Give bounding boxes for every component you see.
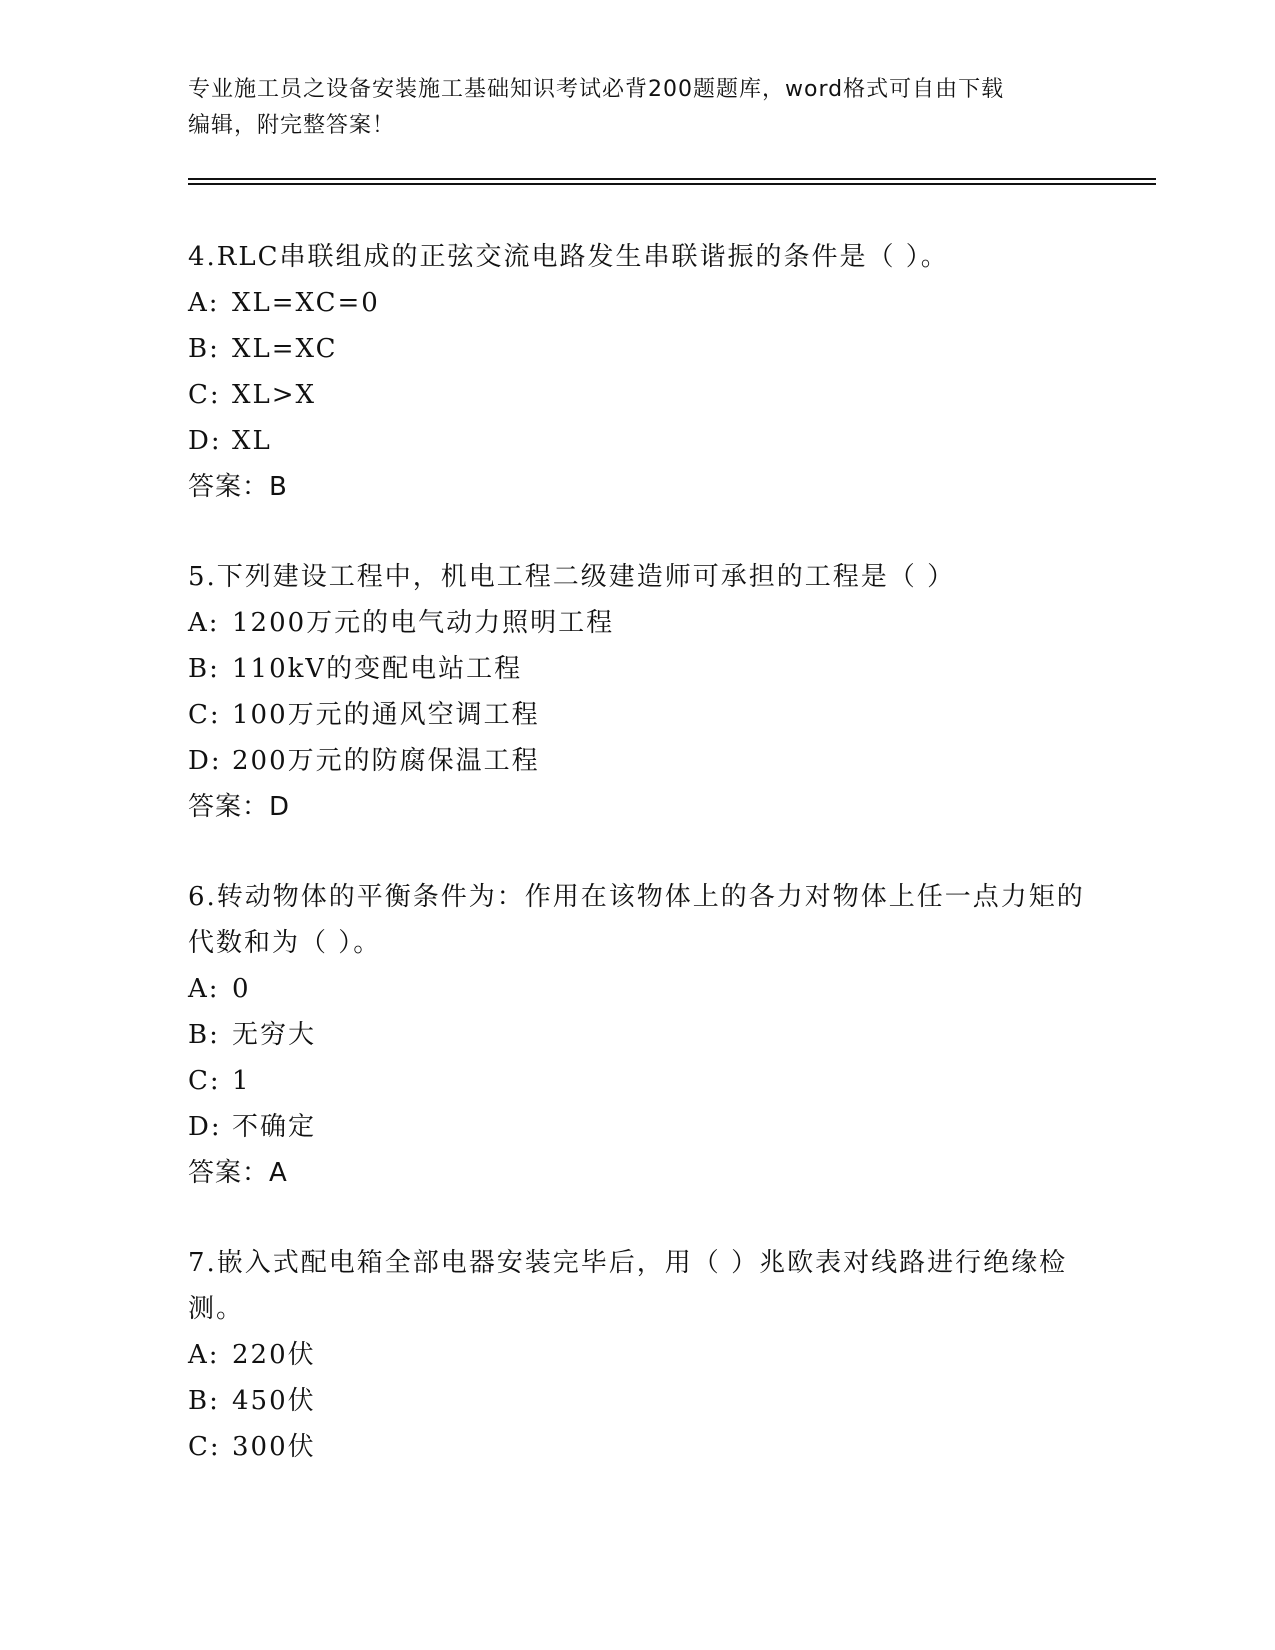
document-header xyxy=(188,72,1068,144)
option-letter: D: xyxy=(188,1112,222,1142)
question-stem: 7.嵌入式配电箱全部电器安装完毕后，用（ ）兆欧表对线路进行绝缘检测。 xyxy=(188,1248,1068,1324)
option-letter: B: xyxy=(188,1386,220,1416)
option-letter: C: xyxy=(188,380,221,410)
option-text: 200万元的防腐保温工程 xyxy=(232,746,540,776)
question-7 xyxy=(188,1240,1088,1470)
header-line-2: 编辑，附完整答案！ xyxy=(188,113,396,138)
option-a xyxy=(188,966,1088,1012)
option-text: XL=XC xyxy=(232,334,338,364)
header-divider-bottom xyxy=(188,183,1156,185)
option-text: 无穷大 xyxy=(232,1020,317,1050)
question-stem: 4.RLC串联组成的正弦交流电路发生串联谐振的条件是（ ）。 xyxy=(188,242,949,272)
option-text: XL=XC=0 xyxy=(232,288,380,318)
option-letter: A: xyxy=(188,1340,220,1370)
option-letter: C: xyxy=(188,1432,221,1462)
option-text: 1 xyxy=(232,1066,251,1096)
question-5 xyxy=(188,554,1088,830)
option-text: 300伏 xyxy=(232,1432,316,1462)
option-text: 220伏 xyxy=(232,1340,316,1370)
header-divider-top xyxy=(188,178,1156,180)
question-6 xyxy=(188,874,1088,1196)
option-letter: A: xyxy=(188,288,220,318)
option-d xyxy=(188,738,1088,784)
option-c xyxy=(188,1424,1088,1470)
option-letter: C: xyxy=(188,1066,221,1096)
option-letter: C: xyxy=(188,700,221,730)
option-letter: A: xyxy=(188,608,220,638)
option-d xyxy=(188,418,1088,464)
option-text: 0 xyxy=(232,974,251,1004)
header-line-1: 专业施工员之设备安装施工基础知识考试必背200题题库，word格式可自由下载 xyxy=(188,77,1005,102)
answer-label: 答案：D xyxy=(188,792,291,822)
option-b xyxy=(188,326,1088,372)
option-letter: D: xyxy=(188,426,222,456)
option-b xyxy=(188,646,1088,692)
question-stem: 5.下列建设工程中，机电工程二级建造师可承担的工程是（ ） xyxy=(188,562,956,592)
option-letter: A: xyxy=(188,974,220,1004)
option-a xyxy=(188,1332,1088,1378)
option-b xyxy=(188,1378,1088,1424)
option-letter: B: xyxy=(188,334,220,364)
option-text: 不确定 xyxy=(232,1112,317,1142)
option-c xyxy=(188,692,1088,738)
question-4 xyxy=(188,234,1088,510)
answer-label: 答案：B xyxy=(188,472,288,502)
option-letter: B: xyxy=(188,1020,220,1050)
option-letter: D: xyxy=(188,746,222,776)
option-d xyxy=(188,1104,1088,1150)
option-c xyxy=(188,372,1088,418)
option-c xyxy=(188,1058,1088,1104)
option-text: 100万元的通风空调工程 xyxy=(232,700,540,730)
answer-label: 答案：A xyxy=(188,1158,288,1188)
option-letter: B: xyxy=(188,654,220,684)
option-text: 1200万元的电气动力照明工程 xyxy=(232,608,615,638)
question-stem: 6.转动物体的平衡条件为：作用在该物体上的各力对物体上任一点力矩的代数和为（ ）。 xyxy=(188,882,1085,958)
option-a xyxy=(188,280,1088,326)
option-text: XL xyxy=(232,426,272,456)
option-text: XL>X xyxy=(232,380,317,410)
option-b xyxy=(188,1012,1088,1058)
option-a xyxy=(188,600,1088,646)
option-text: 110kV的变配电站工程 xyxy=(232,654,523,684)
option-text: 450伏 xyxy=(232,1386,316,1416)
